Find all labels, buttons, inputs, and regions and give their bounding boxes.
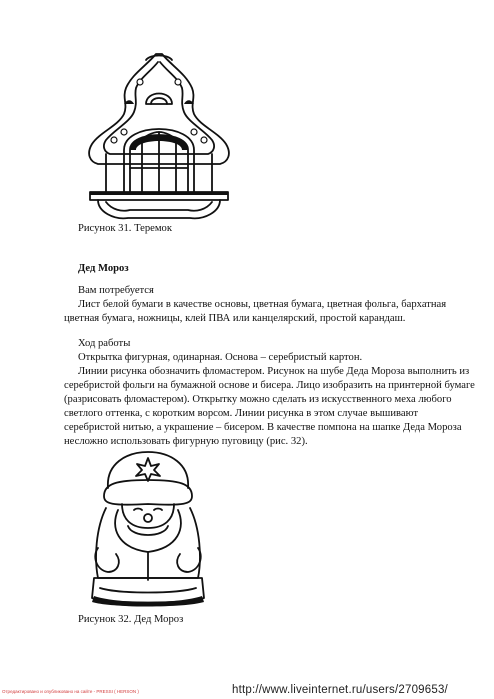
work-line: светлого оттенка, с коротким ворсом. Линии рисунка в этом случае вышивают: [64, 408, 418, 419]
work-line: Открытка фигурная, одинарная. Основа – серебристый картон.: [78, 352, 363, 363]
work-line: серебристой нитью, а украшение – бисером. В качестве помпона на шапке Деда Мороза: [64, 422, 462, 433]
work-line: Линии рисунка обозначить фломастером. Рисунок на шубе Деда Мороза выполнить из: [78, 366, 470, 377]
needs-line: цветная бумага, ножницы, клей ПВА или канцелярский, простой карандаш.: [64, 313, 406, 324]
work-title: Ход работы: [78, 338, 131, 349]
needs-title: Вам потребуется: [78, 285, 154, 296]
terem-house-drawing: [84, 52, 234, 222]
watermark-left: Отредактировано и опубликовано на сайте - PRESSI ( HERSON ): [2, 689, 139, 694]
work-line: (разрисовать фломастером). Открытку можно сделать из искусственного меха любого: [64, 394, 452, 405]
figure-31-caption: Рисунок 31. Теремок: [78, 223, 172, 234]
figure-32-caption: Рисунок 32. Дед Мороз: [78, 614, 184, 625]
work-line: серебристой фольги на бумажной основе и бисера. Лицо изобразить на принтерной бумаге: [64, 380, 475, 391]
section-heading: Дед Мороз: [78, 263, 129, 274]
needs-line: Лист белой бумаги в качестве основы, цветная бумага, цветная фольга, бархатная: [78, 299, 447, 310]
ded-moroz-drawing: [88, 448, 208, 608]
watermark-url[interactable]: http://www.liveinternet.ru/users/2709653/: [232, 684, 448, 696]
work-line: несложно использовать фигурную пуговицу (рис. 32).: [64, 436, 308, 447]
